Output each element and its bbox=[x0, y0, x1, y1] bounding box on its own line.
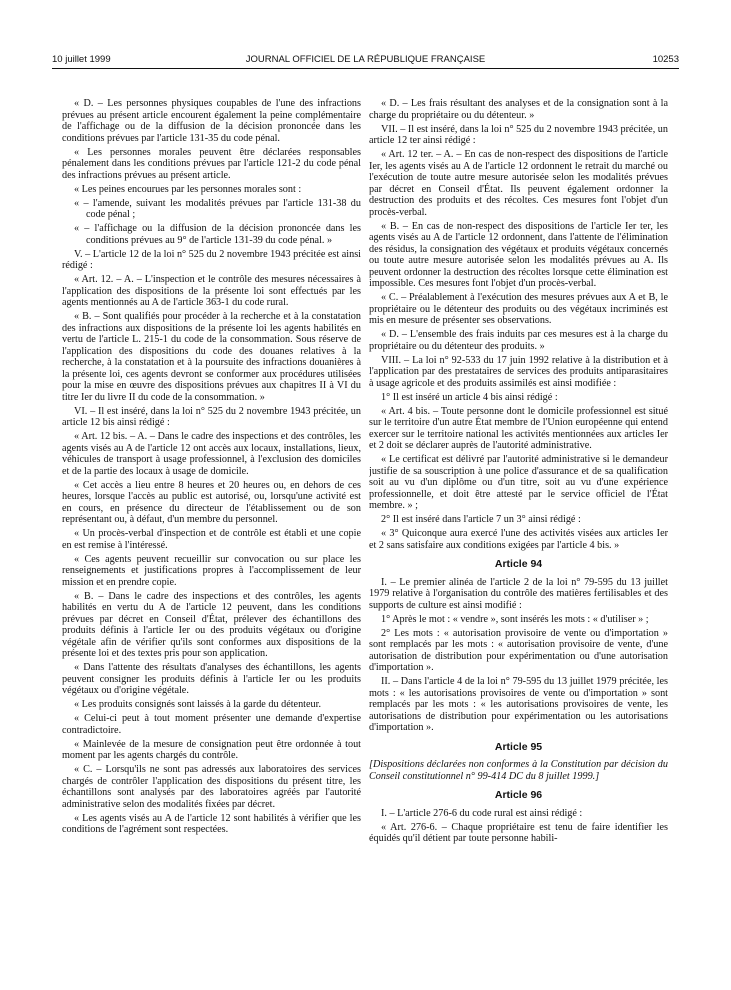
left-text-column bbox=[62, 98, 361, 968]
paragraph: « Ces agents peuvent recueillir sur convocation ou sur place les renseignements et justifications propres à l'accomplissement de leur mission et en prendre copie. bbox=[62, 553, 361, 588]
paragraph: « Les personnes morales peuvent être déclarées responsables pénalement dans les conditions prévues par l'article 121-2 du code pénal des infractions prévues au présent article. bbox=[62, 146, 361, 181]
paragraph: « Art. 12 ter. – A. – En cas de non-respect des dispositions de l'article Ier, les agents visés au A de l'article 12 ordonnent le retrait du marché ou l'exécution de toute autre mesure autorisée selon les modalités prévues par décret en Conseil d'État. Ils peuvent également ordonner la destruction des produits et des récoltes. Ces mesures font l'objet d'un procès-verbal. bbox=[369, 149, 668, 218]
paragraph: II. – Dans l'article 4 de la loi n° 79-595 du 13 juillet 1979 précitée, les mots : « les autorisations provisoires de vente ou d'importation » sont remplacés par les mots : « les autorisations provisoires de vente, les autorisations de distribution pour expérimentation ou les autorisations d'importation ». bbox=[369, 676, 668, 733]
header-page-number: 10253 bbox=[652, 54, 679, 65]
paragraph: « Cet accès a lieu entre 8 heures et 20 heures ou, en dehors de ces heures, lorsque l'accès au public est autorisé, ou, lorsqu'une activité est en cours, en présence du directeur de l'établissement ou de son représentant ou, à défaut, d'un membre du personnel. bbox=[62, 479, 361, 525]
paragraph: I. – Le premier alinéa de l'article 2 de la loi n° 79-595 du 13 juillet 1979 relative à l'organisation du contrôle des matières fertilisables et des supports de culture est ainsi modifié : bbox=[369, 576, 668, 611]
paragraph: « D. – Les personnes physiques coupables de l'une des infractions prévues au présent article encourent également la peine complémentaire de l'affichage ou de la diffusion de la décision prononcée dans les conditions prévues par l'article 131-35 du code pénal. bbox=[62, 98, 361, 144]
page-header bbox=[52, 52, 679, 69]
right-text-column bbox=[369, 98, 668, 968]
paragraph: VI. – Il est inséré, dans la loi n° 525 du 2 novembre 1943 précitée, un article 12 bis ainsi rédigé : bbox=[62, 405, 361, 428]
paragraph: « Les peines encourues par les personnes morales sont : bbox=[74, 183, 302, 195]
paragraph: « Un procès-verbal d'inspection et de contrôle est établi et une copie en est remise à l'intéressé. bbox=[62, 528, 361, 551]
paragraph: « Art. 4 bis. – Toute personne dont le domicile professionnel est situé sur le territoire d'un autre État membre de l'Union européenne qui entend exercer sur le territoire national les activités mentionnées aux articles Ier et 2 doit se déclarer auprès de l'autorité administrative. bbox=[369, 405, 668, 451]
header-date: 10 juillet 1999 bbox=[52, 54, 111, 65]
paragraph: « B. – Sont qualifiés pour procéder à la recherche et à la constatation des infractions aux dispositions de la présente loi les agents habilités en vertu de l'article L. 215-1 du code de la consommation. Sous réserve de l'application des dispositions du code des douanes relatives à la recherche, à la constatation et à la poursuite des infractions douanières à la présente loi, ces agents devront se conformer aux procédures utilisées pour la mise en œuvre des dispositions prévues aux chapitres II à VI du titre Ier du livre II du code de la consommation. » bbox=[62, 311, 361, 403]
article-heading: Article 94 bbox=[494, 558, 543, 570]
paragraph: « Art. 12. – A. – L'inspection et le contrôle des mesures nécessaires à l'application des dispositions de la présente loi sont effectués par les agents mentionnés au A de l'article 363-1 du code rural. bbox=[62, 274, 361, 308]
paragraph: « Art. 12 bis. – A. – Dans le cadre des inspections et des contrôles, les agents visés au A de l'article 12 ont accès aux locaux, installations, lieux, véhicules de transport à usage professionnel, à l'exclusion des domiciles et de la partie des locaux à usage de domicile. bbox=[62, 431, 361, 477]
paragraph: VIII. – La loi n° 92-533 du 17 juin 1992 relative à la distribution et à l'application par des prestataires de services des produits antiparasitaires à usage agricole et des produits assimilés est ainsi modifiée : bbox=[369, 354, 668, 389]
paragraph: « B. – Dans le cadre des inspections et des contrôles, les agents habilités en vertu du A de l'article 12 peuvent, dans les conditions prévues par décret en Conseil d'État, prélever des échantillons des produits définis à l'article Ier ou des produits végétaux ou d'origine végétale afin de vérifier qu'ils sont conformes aux dispositions de la présente loi et des textes pris pour son application. bbox=[62, 590, 361, 659]
paragraph: 2° Les mots : « autorisation provisoire de vente ou d'importation » sont remplacés par les mots : « autorisation provisoire de vente, d'une autorisation de distribution pour expérimentation ou d'une autorisation d'importation ». bbox=[369, 627, 668, 673]
list-item: « – l'affichage ou la diffusion de la décision prononcée dans les conditions prévues au 9° de l'article 131-39 du code pénal. » bbox=[74, 223, 361, 246]
list-item: « – l'amende, suivant les modalités prévues par l'article 131-38 du code pénal ; bbox=[74, 197, 361, 220]
header-journal-title: JOURNAL OFFICIEL DE LA RÉPUBLIQUE FRANÇAISE bbox=[245, 54, 486, 65]
paragraph: 2° Il est inséré dans l'article 7 un 3° ainsi rédigé : bbox=[381, 514, 581, 525]
article-heading: Article 95 bbox=[494, 740, 543, 753]
paragraph: « 3° Quiconque aura exercé l'une des activités visées aux articles Ier et 2 sans satisfaire aux conditions exigées par l'article 4 bis. » bbox=[369, 528, 668, 551]
paragraph: « Art. 276-6. – Chaque propriétaire est tenu de faire identifier les équidés qu'il détient par toute personne habili- bbox=[369, 821, 668, 844]
paragraph: « D. – Les frais résultant des analyses et de la consignation sont à la charge du propriétaire ou du détenteur. » bbox=[369, 98, 668, 121]
paragraph: « Mainlevée de la mesure de consignation peut être ordonnée à tout moment par les agents chargés du contrôle. bbox=[62, 738, 361, 761]
paragraph: 1° Après le mot : « vendre », sont insérés les mots : « d'utiliser » ; bbox=[381, 613, 649, 625]
paragraph: « Le certificat est délivré par l'autorité administrative si le demandeur justifie de sa souscription à une police d'assurance et de sa qualification soit au vu d'un diplôme ou d'un titre, soit au vu d'une expérience professionnelle, et doit être attesté par le service officiel de l'État membre. » ; bbox=[369, 454, 668, 511]
article-heading: Article 96 bbox=[494, 789, 543, 801]
paragraph: « Celui-ci peut à tout moment présenter une demande d'expertise contradictoire. bbox=[62, 713, 361, 736]
paragraph: « C. – Lorsqu'ils ne sont pas adressés aux laboratoires des services chargés de contrôler l'application des dispositions du présent titre, les échantillons sont analysés par des laboratoires agréés par l'autorité administrative selon des modalités fixées par décret. bbox=[62, 764, 361, 810]
paragraph: « Les agents visés au A de l'article 12 sont habilités à vérifier que les conditions de l'agrément sont respectées. bbox=[62, 812, 361, 835]
paragraph: « C. – Préalablement à l'exécution des mesures prévues aux A et B, le propriétaire ou le détenteur des produits ou des végétaux incriminés est mis en mesure de présenter ses observations. bbox=[369, 292, 668, 326]
paragraph: VII. – Il est inséré, dans la loi n° 525 du 2 novembre 1943 précitée, un article 12 ter ainsi rédigé : bbox=[369, 123, 668, 146]
paragraph: I. – L'article 276-6 du code rural est ainsi rédigé : bbox=[381, 807, 583, 819]
paragraph: « Les produits consignés sont laissés à la garde du détenteur. bbox=[74, 699, 321, 710]
editorial-note: [Dispositions déclarées non conformes à la Constitution par décision du Conseil constitutionnel n° 99-414 DC du 8 juillet 1999.] bbox=[369, 759, 668, 782]
paragraph: « B. – En cas de non-respect des dispositions de l'article Ier ter, les agents visés au A de l'article 12 ordonnent, dans l'attente de l'élimination des résidus, la consignation des végétaux et produits végétaux concernés ou toute autre mesure autorisée selon les modalités prévues au A. Ils peuvent ordonner la destruction des récoltes lorsque cette élimination est impossible. Ces mesures font l'objet d'un procès-verbal. bbox=[369, 220, 668, 289]
paragraph: 1° Il est inséré un article 4 bis ainsi rédigé : bbox=[381, 391, 558, 403]
paragraph: « Dans l'attente des résultats d'analyses des échantillons, les agents peuvent consigner les produits définis à l'article Ier ou les produits végétaux ou d'origine végétale. bbox=[62, 662, 361, 696]
paragraph: V. – L'article 12 de la loi n° 525 du 2 novembre 1943 précitée est ainsi rédigé : bbox=[62, 248, 361, 271]
paragraph: « D. – L'ensemble des frais induits par ces mesures est à la charge du propriétaire ou du détenteur des produits. » bbox=[369, 329, 668, 352]
